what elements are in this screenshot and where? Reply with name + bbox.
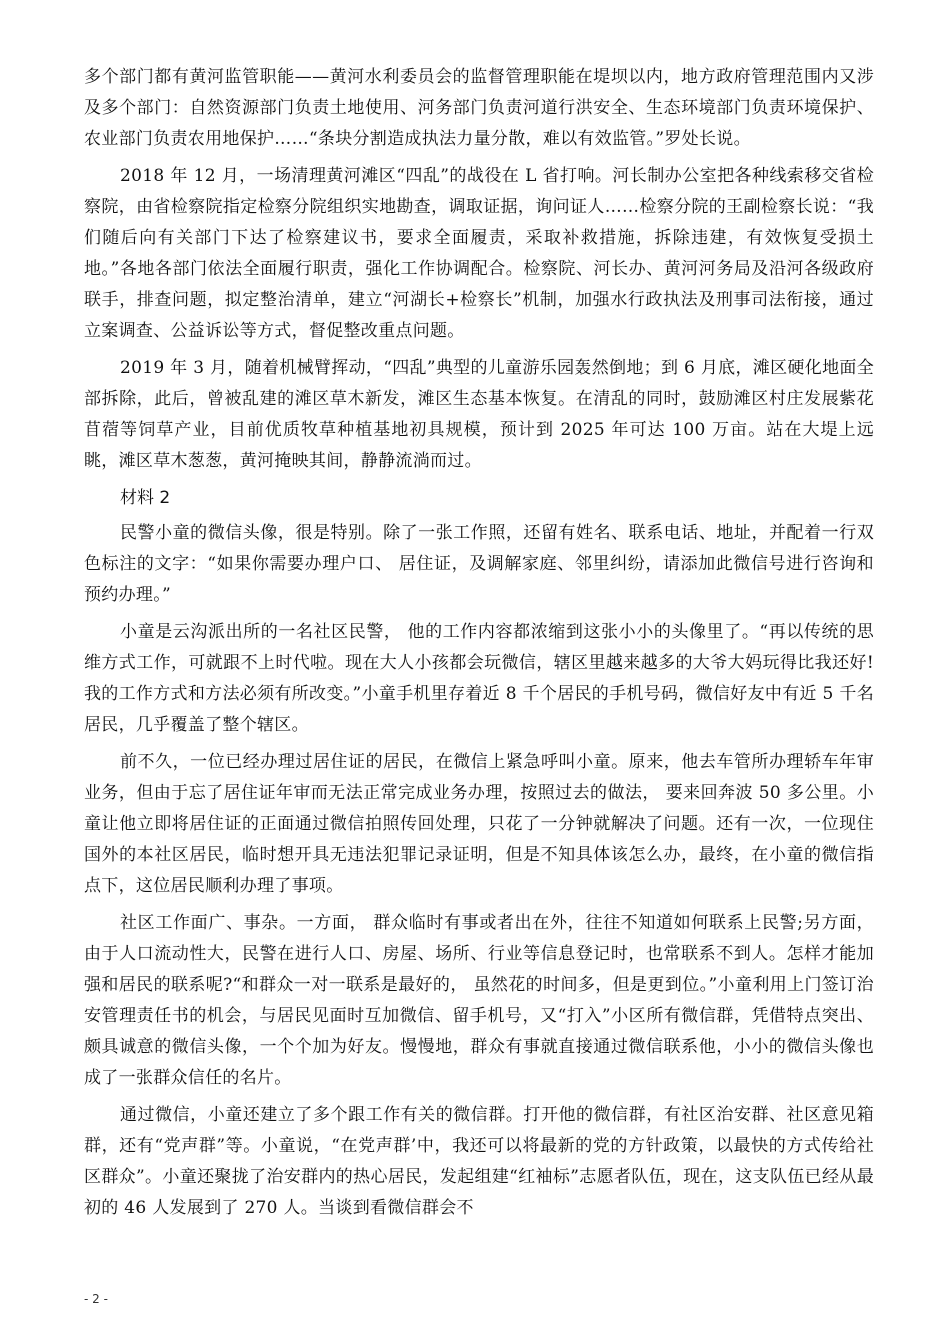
section-paragraph-1: 民警小童的微信头像，很是特别。除了一张工作照，还留有姓名、联系电话、地址，并配着一行双色标注的文字：“如果你需要办理户口、 居住证，及调解家庭、邻里纠纷，请添加此微信号进行咨询和预约办理。” [84, 523, 874, 605]
section-paragraph-3: 前不久，一位已经办理过居住证的居民，在微信上紧急呼叫小童。原来，他去车管所办理轿车年审业务，但由于忘了居住证年审而无法正常完成业务办理，按照过去的做法， 要来回奔波 50 多公里。小童让他立即将居住证的正面通过微信拍照传回处理，只花了一分钟就解决了问题。还有一次，一位现住国外的本社区居民，临时想开具无违法犯罪记录证明，但是不知具体该怎么办，最终，在小童的微信指点下，这位居民顺利办理了事项。 [84, 752, 874, 896]
section-paragraph-2: 小童是云沟派出所的一名社区民警， 他的工作内容都浓缩到这张小小的头像里了。“再以传统的思维方式工作，可就跟不上时代啦。现在大人小孩都会玩微信，辖区里越来越多的大爷大妈玩得比我还好!我的工作方式和方法必须有所改变。”小童手机里存着近 8 千个居民的手机号码，微信好友中有近 5 千名居民，几乎覆盖了整个辖区。 [84, 622, 874, 735]
paragraph-1: 多个部门都有黄河监管职能——黄河水利委员会的监督管理职能在堤坝以内，地方政府管理范围内又涉及多个部门：自然资源部门负责土地使用、河务部门负责河道行洪安全、生态环境部门负责环境保护、农业部门负责农用地保护……“条块分割造成执法力量分散，难以有效监管。”罗处长说。 [84, 67, 874, 149]
paragraph-3: 2019 年 3 月，随着机械臂挥动，“四乱”典型的儿童游乐园轰然倒地；到 6 月底，滩区硬化地面全部拆除，此后，曾被乱建的滩区草木新发，滩区生态基本恢复。在清乱的同时，鼓励滩区村庄发展紫花苜蓿等饲草产业，目前优质牧草种植基地初具规模，预计到 2025 年可达 100 万亩。站在大堤上远眺，滩区草木葱葱，黄河掩映其间，静静流淌而过。 [84, 358, 874, 471]
section-paragraph-4: 社区工作面广、事杂。一方面， 群众临时有事或者出在外，往往不知道如何联系上民警;另方面，由于人口流动性大，民警在进行人口、房屋、场所、行业等信息登记时，也常联系不到人。怎样才能加强和居民的联系呢?“和群众一对一联系是最好的， 虽然花的时间多，但是更到位。”小童利用上门签订治安管理责任书的机会，与居民见面时互加微信、留手机号，又“打入”小区所有微信群，凭借特点突出、颇具诚意的微信头像，一个个加为好友。慢慢地，群众有事就直接通过微信联系他，小小的微信头像也成了一张群众信任的名片。 [84, 913, 874, 1088]
document-page [84, 62, 874, 1230]
paragraph-2: 2018 年 12 月，一场清理黄河滩区“四乱”的战役在 L 省打响。河长制办公室把各种线索移交省检察院，由省检察院指定检察分院组织实地勘查，调取证据，询问证人……检察分院的王副检察长说：“我们随后向有关部门下达了检察建议书，要求全面履责，采取补救措施，拆除违建，有效恢复受损土地。”各地各部门依法全面履行职责，强化工作协调配合。检察院、河长办、黄河河务局及沿河各级政府联手，排查问题，拟定整治清单，建立“河湖长+检察长”机制，加强水行政执法及刑事司法衔接，通过立案调查、公益诉讼等方式，督促整改重点问题。 [84, 166, 874, 341]
section-heading: 材料 2 [120, 488, 171, 508]
section-paragraph-5: 通过微信，小童还建立了多个跟工作有关的微信群。打开他的微信群，有社区治安群、社区意见箱群，还有“党声群”等。小童说，“在党声群’中，我还可以将最新的党的方针政策，以最快的方式传给社区群众”。小童还聚拢了治安群内的热心居民，发起组建“红袖标”志愿者队伍，现在，这支队伍已经从最初的 46 人发展到了 270 人。当谈到看微信群会不 [84, 1105, 874, 1218]
page-number: - 2 - [84, 1292, 108, 1306]
